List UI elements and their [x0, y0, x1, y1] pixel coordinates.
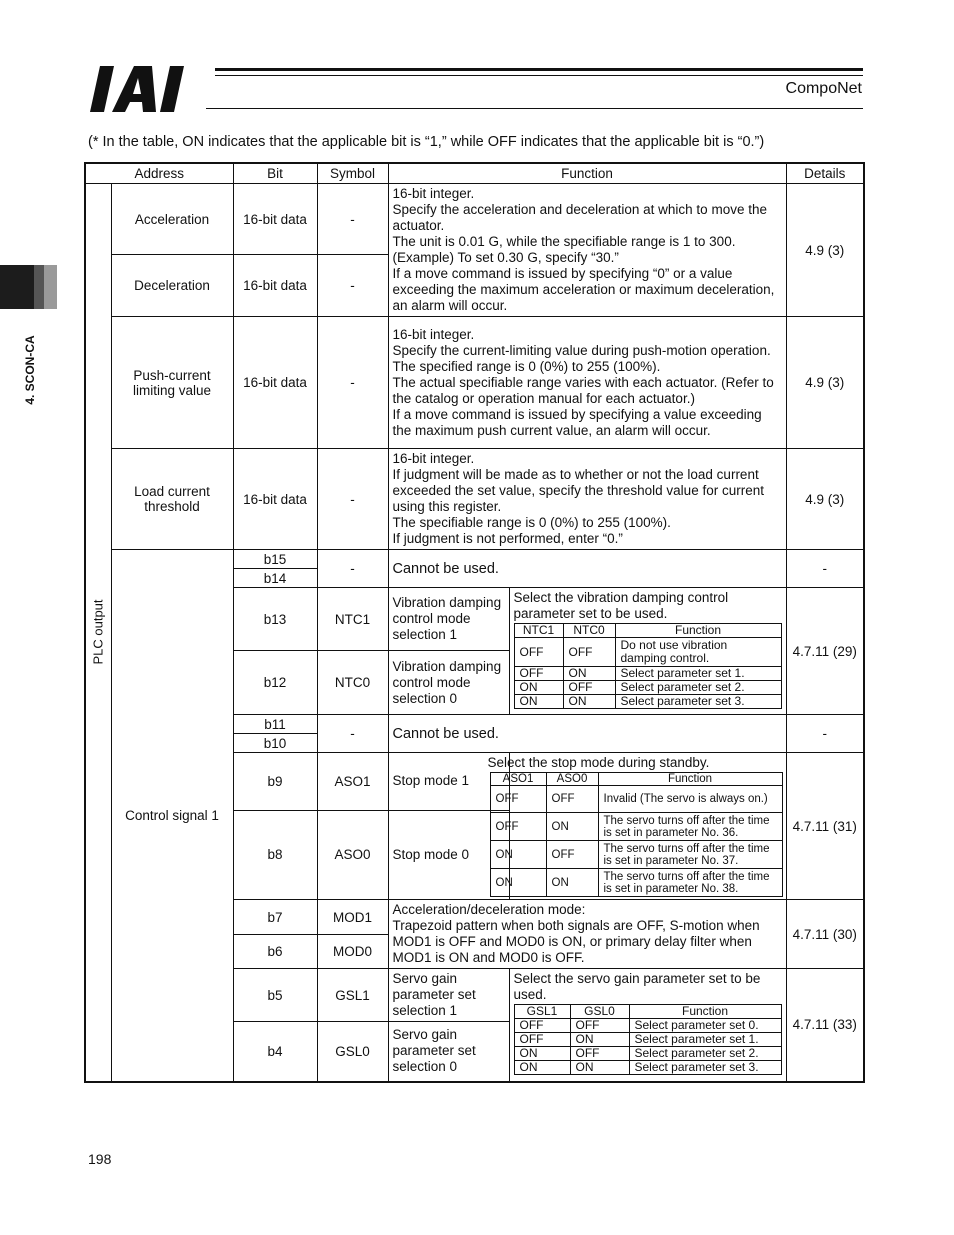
- plc-output-group-cell: PLC output: [85, 184, 111, 1082]
- address-push-current: Push-current limiting value: [111, 317, 233, 449]
- header-symbol: Symbol: [317, 163, 388, 184]
- details-aso: 4.7.11 (31): [786, 753, 864, 900]
- address-acceleration: Acceleration: [111, 184, 233, 255]
- bit-b11: b11: [233, 715, 317, 734]
- ntc-subtable: NTC1 NTC0 Function OFF OFF Do not use vibration damping control. OFF ON Select parameter set 1. ON OFF Select parameter set 2. ON ON Select parameter set 3.: [514, 623, 782, 709]
- function-mod: Acceleration/deceleration mode: Trapezoid pattern when both signals are OFF, S-motion when MOD1 is OFF and MOD0 is ON, or primary delay filter when MOD1 is ON and MOD0 is OFF.: [388, 900, 786, 969]
- symbol-aso0: ASO0: [317, 810, 388, 899]
- details-ntc: 4.7.11 (29): [786, 588, 864, 715]
- header-bit: Bit: [233, 163, 317, 184]
- symbol-mod0: MOD0: [317, 935, 388, 969]
- symbol-gsl0: GSL0: [317, 1022, 388, 1082]
- table-row: [85, 550, 864, 569]
- bit-cell: 16-bit data: [233, 317, 317, 449]
- header-function: Function: [388, 163, 786, 184]
- function-acceleration: 16-bit integer. Specify the acceleration and deceleration at which to move the actuator. The unit is 0.01 G, while the specifiable range is 1 to 300. (Example) To set 0.30 G, specify “30.” If a move command is issued by specifying “0” or a value exceeding the maximum acceleration or maximum deceleration, an alarm will occur.: [388, 184, 786, 317]
- gsl-subtable: GSL1 GSL0 Function OFF OFF Select parameter set 0. OFF ON Select parameter set 1. ON OFF Select parameter set 2. ON ON Select parameter set 3.: [514, 1004, 782, 1075]
- details-load-threshold: 4.9 (3): [786, 449, 864, 550]
- page-number: 198: [88, 1151, 112, 1167]
- header-rule-top: [215, 68, 863, 71]
- side-tab-block: [0, 265, 34, 309]
- header-title: CompoNet: [785, 80, 862, 97]
- name-aso1: Stop mode 1: [388, 753, 509, 811]
- header-rule-thin: [215, 75, 863, 76]
- symbol-cell: -: [317, 317, 388, 449]
- table-row: [85, 317, 864, 449]
- details-unused: -: [786, 715, 864, 753]
- bit-cell: 16-bit data: [233, 184, 317, 255]
- bit-b4: b4: [233, 1022, 317, 1082]
- address-control-signal-1: Control signal 1: [111, 550, 233, 1082]
- bit-cell: 16-bit data: [233, 449, 317, 550]
- bit-b14: b14: [233, 569, 317, 588]
- function-gsl: Select the servo gain parameter set to be used. GSL1 GSL0 Function OFF OFF Select parameter set 0. OFF ON Select parameter set 1. ON OFF Select parameter set 2. ON ON Select parameter set 3.: [509, 969, 786, 1082]
- plc-output-table: [84, 162, 865, 1083]
- function-unused: Cannot be used.: [388, 715, 786, 753]
- address-load-threshold: Load current threshold: [111, 449, 233, 550]
- details-acceleration: 4.9 (3): [786, 184, 864, 317]
- bit-b8: b8: [233, 810, 317, 899]
- symbol-gsl1: GSL1: [317, 969, 388, 1022]
- details-push-current: 4.9 (3): [786, 317, 864, 449]
- symbol-cell: -: [317, 550, 388, 588]
- function-unused: Cannot be used.: [388, 550, 786, 588]
- name-gsl0: Servo gain parameter set selection 0: [388, 1022, 509, 1082]
- iai-logo: [90, 66, 210, 112]
- side-chapter-label: 4. SCON-CA: [23, 335, 37, 405]
- header-details: Details: [786, 163, 864, 184]
- details-gsl: 4.7.11 (33): [786, 969, 864, 1082]
- address-deceleration: Deceleration: [111, 255, 233, 317]
- side-tab-block-light: [44, 265, 57, 309]
- table-row: [85, 184, 864, 255]
- symbol-aso1: ASO1: [317, 753, 388, 811]
- name-ntc1: Vibration damping control mode selection 1: [388, 588, 509, 651]
- function-push-current: 16-bit integer. Specify the current-limiting value during push-motion operation. The specified range is 0 (0%) to 255 (100%). The actual specifiable range varies with each actuator. (Refer to the catalog or operation manual for each actuator.) If a move command is issued by specifying a value exceeding the maximum push current value, an alarm will occur.: [388, 317, 786, 449]
- header-rule-bottom: [206, 108, 863, 109]
- symbol-cell: -: [317, 184, 388, 255]
- bit-b5: b5: [233, 969, 317, 1022]
- symbol-cell: -: [317, 255, 388, 317]
- symbol-ntc1: NTC1: [317, 588, 388, 651]
- bit-b9: b9: [233, 753, 317, 811]
- symbol-cell: -: [317, 449, 388, 550]
- table-row: [85, 449, 864, 550]
- bit-cell: 16-bit data: [233, 255, 317, 317]
- bit-b7: b7: [233, 900, 317, 935]
- bit-b15: b15: [233, 550, 317, 569]
- symbol-ntc0: NTC0: [317, 651, 388, 715]
- side-tab-block-mid: [34, 265, 44, 309]
- header-address: Address: [85, 163, 233, 184]
- function-load-threshold: 16-bit integer. If judgment will be made as to whether or not the load current exceeded the set value, specify the threshold value for current using this register. The specifiable range is 0 (0%) to 255 (100%). If judgment is not performed, enter “0.”: [388, 449, 786, 550]
- name-ntc0: Vibration damping control mode selection 0: [388, 651, 509, 715]
- symbol-cell: -: [317, 715, 388, 753]
- table-note: (* In the table, ON indicates that the applicable bit is “1,” while OFF indicates that the applicable bit is “0.”): [88, 134, 765, 150]
- bit-b6: b6: [233, 935, 317, 969]
- bit-b10: b10: [233, 734, 317, 753]
- details-mod: 4.7.11 (30): [786, 900, 864, 969]
- name-aso0: Stop mode 0: [388, 810, 509, 899]
- function-aso: Select the stop mode during standby. ASO1 ASO0 Function OFF OFF Invalid (The servo is always on.) OFF ON The servo turns off after the time is set in parameter No. 36. ON OFF The servo turns off after the time is set in parameter No. 37. ON ON The servo turns off after the time is set in parameter No. 38.: [509, 753, 786, 900]
- name-gsl1: Servo gain parameter set selection 1: [388, 969, 509, 1022]
- bit-b13: b13: [233, 588, 317, 651]
- details-unused: -: [786, 550, 864, 588]
- bit-b12: b12: [233, 651, 317, 715]
- table-header-row: [85, 163, 864, 184]
- symbol-mod1: MOD1: [317, 900, 388, 935]
- aso-subtable: ASO1 ASO0 Function OFF OFF Invalid (The servo is always on.) OFF ON The servo turns off after the time is set in parameter No. 36. ON OFF The servo turns off after the time is set in parameter No. 37. ON ON The servo turns off after the time is set in parameter No. 38.: [490, 772, 783, 897]
- function-ntc: Select the vibration damping control parameter set to be used. NTC1 NTC0 Function OFF OFF Do not use vibration damping control. OFF ON Select parameter set 1. ON OFF Select parameter set 2. ON ON Select parameter set 3.: [509, 588, 786, 715]
